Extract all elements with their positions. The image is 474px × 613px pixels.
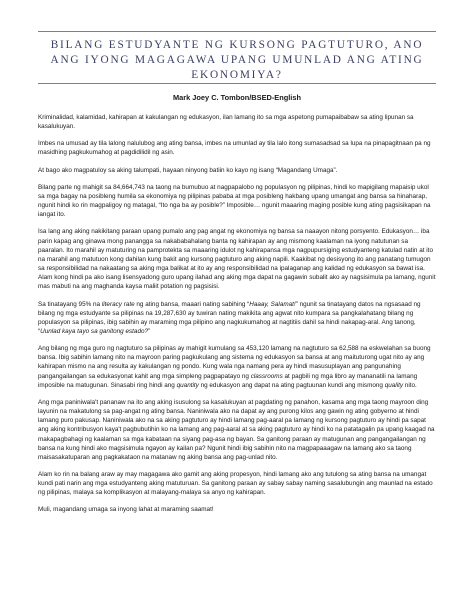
quantity-term: quantity (176, 381, 199, 389)
classrooms-term: classrooms (250, 372, 283, 380)
paragraph-7-text: nito. (403, 381, 417, 389)
paragraph-7-text: Ang bilang ng mga guro ng nagtuturo sa pilipinas ay mahigit kumulang sa 453,120 lamang na nagtuturo sa 62,588 na eskwelahan sa buong bansa. Ibig sabihin lamang nito na mayroon paring pagkukulang ang sistema ng edukasyon sa bansa at ang maituturong ugat nito ay ang kahirapan mismo na ang resulta ay kakulangan ng pondo. Kung wala nga namang pera ay hindi masusuplayan ang pangunahing pangangailangan sa edukasyonat kahit ang mga simpleng pagpapatayo ng (38, 345, 431, 380)
document-body (38, 113, 436, 523)
title-bottom-rule (38, 83, 436, 84)
literacy-rate-term: literacy rate (101, 300, 135, 308)
paragraph-9: Alam ko rin na balang araw ay may magagawa ako gamit ang aking propesyon, hindi lamang ako ang tutulong sa ating bansa na umangat kundi pati narin ang mga estudyanteng aking matuturuan. Sa ganitong paraan ay sabay sabay naming sasalubungin ang maunlad na estado ng pilipinas, malaya sa komplikasyon at malayang-malaya sa anyo ng kahirapan. (38, 471, 433, 497)
paragraph-6-text: Sa tinatayang 95% na (38, 300, 102, 308)
quality-term: quality (384, 381, 404, 389)
paragraph-10: Muli, magandang umaga sa inyong lahat at maraming saamat! (38, 506, 214, 514)
paragraph-6-text: ” (148, 327, 151, 335)
quote-question: Uunlad kaya tayo sa ganitong estado? (40, 327, 149, 335)
title-top-rule (38, 31, 436, 32)
paragraph-4: Bilang parte ng mahigit sa 84,664,743 na taong na bumubuo at nagpapalobo ng populasyon ng pilipinas, hindi ko mapigilang mapaisip ukol sa mga bagay na posibleng humila sa ekonomiya ng pilipinas pababa at mga posibleng hakbang upang umangat ang bansa sa hinaharap, ngunit hindi ko rin magpaligoy ng matagal, “Ito nga ba ay posible?” Imposible… ngunit maaaring maging posible kung ating pagsisikapan na iangat ito. (38, 183, 431, 219)
paragraph-5: Isa lang ang aking nakikitang paraan upang pumalo ang pag angat ng ekonomiya ng bansa sa naaayon nitong porsyento. Edukasyon… iba parin kapag ang ginawa mong panangga sa nakababahalang banta ng kahirapan ay ang mismong kaalaman na iyong natutunan sa paaralan. Ito marahil ay matuturing na pamprotekta sa maaaring idulot ng kahirapansa mga nagpupursiging estudyanteng katulad natin at ito na marahil ang matutuon kong dahilan kung bakit ang kursong pagtuturo ang aking napili. Kaakibat ng desisyong ito ang panatang tumugon sa responsibilidad na nakaatang sa aking mga balikat at ito ay ang responsibilidad na ipalaganap ang kalidad ng edukasyon sa bawat isa. Alam kong hindi pa ako isang lisensyadong guro upang ilahad ang aking mga dapat na gagawin subalit ako ay nagsisimula pa lamang, ngunit mas mabuti na ang maghanda kaysa maliit potation ng pagsisisi. (38, 228, 436, 291)
paragraph-7-text: at pagbili ng mga libro ay mananatili na lamang imposible na matugunan. Sinasabi ring hindi ang (38, 372, 418, 389)
paragraph-1: Kriminalidad, kalamidad, kahirapan at kakulangan ng edukasyon, ilan lamang ito sa mga aspetong pumapaibabaw sa ating lipunan sa kasalukuyan. (38, 114, 414, 131)
paragraph-6-text: ng ating bansa, maaari nating sabihing “ (134, 300, 250, 308)
paragraph-2: Imbes na umusad ay tila lalong nalulubog ang ating bansa, imbes na umunlad ay tila lalo itong sumasadsad sa lupa na pinapagitnaan pa ng masidhing pagkukumahog at pagdidilidil ng asin. (38, 140, 431, 157)
paragraph-6-text: ” ngunit sa tinatayang datos na ngsasaad ng bilang ng mga estudyante sa pilipinas na 19,287,630 ay tuwiran nating makikita ang agwat nito kumpara sa pangkalahatang bilang ng populasyon sa pilipinas, ibig sabihin ay maraming mga pilipino ang nagkukumahog at nagtitiis dahil sa hindi nakapag-aral. Ang tanong, “ (38, 300, 421, 335)
paragraph-7-text: ng edukasyon ang dapat na ating pagtuunan kundi ang mismong (198, 381, 385, 389)
paragraph-3: At bago ako magpatuloy sa aking talumpati, hayaan ninyong batiin ko kayo ng isang “Magandang Umaga”. (38, 166, 338, 174)
quote-salamat: Haaay, Salamat! (249, 300, 296, 308)
paragraph-7 (38, 344, 436, 390)
paragraph-6 (38, 300, 436, 337)
author-line: Mark Joey C. Tombon/BSED-English (173, 93, 301, 102)
document-title: BILANG ESTUDYANTE NG KURSONG PAGTUTURO, ANO ANG IYONG MAGAGAWA UPANG UMUNLAD ANG ATING EKONOMIYA? (50, 39, 424, 81)
paragraph-8: Ang mga paniniwala't pananaw na ito ang aking isusulong sa kasalukuyan at pagdating ng panahon, kasama ang mga taong mayroon ding layunin na makatulong sa pag-angat ng ating bansa. Naniniwala ako na dapat ay ang purong kilos ang gawin ng ating gobyerno at hindi lamang puro pakusap. Naniniwala ako na sa aking pagtuturo ay hindi lamang pag-aaral pa lamang ng kursong pagtuturo ay hindi pa sapat ang aking kontribusyon kaya't pagbubutihin ko na lamang ang pag-aaral at sa aking pagtuturo ay hindi ko na patatagalin pa upang kaagad na makapagbahagi ng kaalaman sa mga kabataan na siyang pag-asa ng bayan. Sa ganitong paraan ay matugunan ang pangangailangan ng bansa na kung hindi ako magsisimula ngayon ay kailan pa? Ngunit hindi ibig sabihin nito na magpapaaagaw na lamang ako sa taong maisasakatuparan ang pagkakataon na matanaw ng aking bansa ang pag-unlad nito. (38, 398, 435, 461)
